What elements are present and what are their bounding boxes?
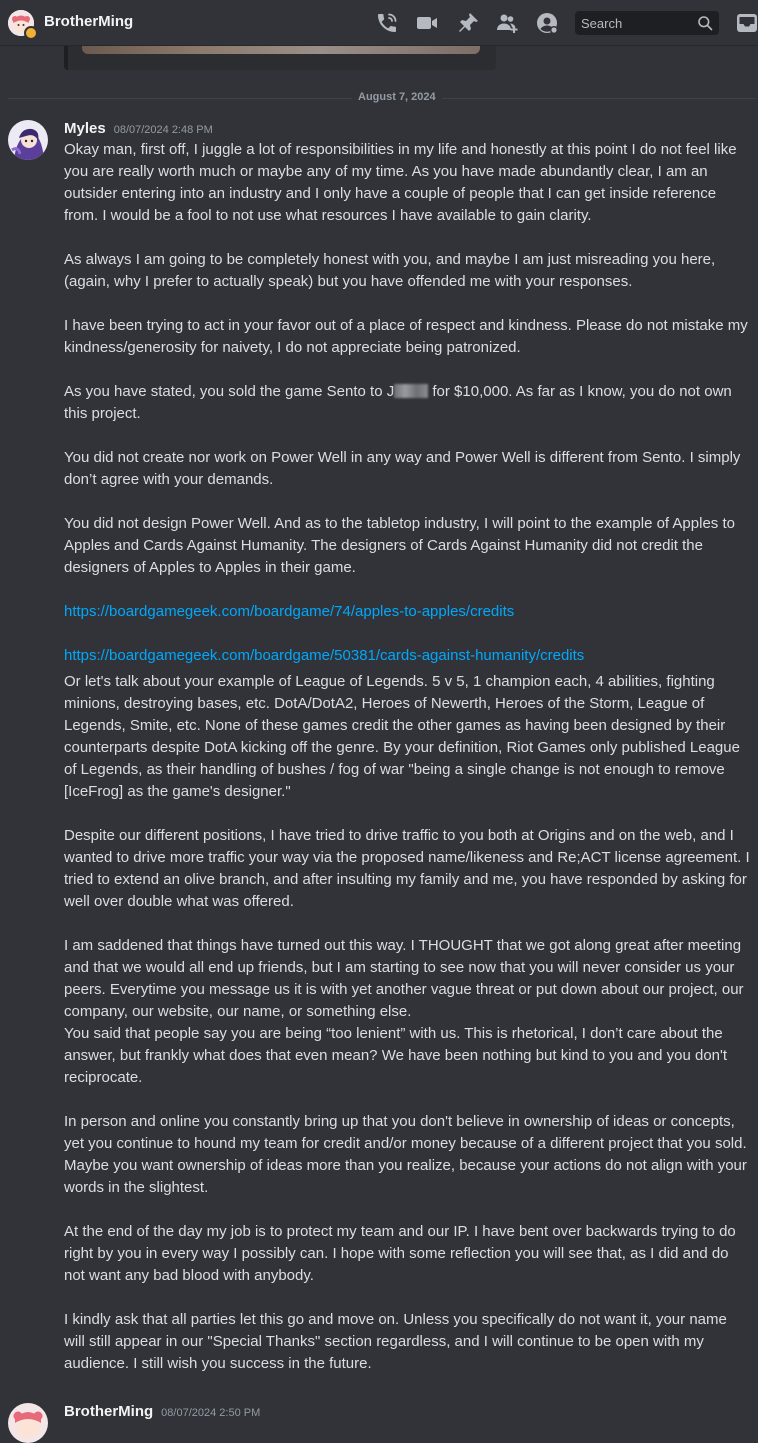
embed-image[interactable] [82,46,480,54]
message-paragraph: Okay man, first off, I juggle a lot of responsibilities in my life and honestly at this point I do not feel like you are really worth much or maybe any of my time. As you have made abundantly clear, I am an outsider entering into an industry and I only have a couple of people that I can get inside reference from. I would be a fool to not use what resources I have available to gain clarity. [64,141,737,224]
message-paragraph [64,381,750,425]
redacted-name [394,384,428,398]
idle-status-icon [24,26,38,40]
apples-to-apples-link[interactable]: https://boardgamegeek.com/boardgame/74/apples-to-apples/credits [64,603,515,620]
message-header [64,120,213,137]
cards-against-humanity-link[interactable]: https://boardgamegeek.com/boardgame/50381/cards-against-humanity/credits [64,647,585,664]
search-icon [697,15,713,31]
pin-icon[interactable] [456,11,480,35]
message-paragraph: At the end of the day my job is to protect my team and our IP. I have bent over backwards trying to do right by you in every way I possibly can. I hope with some reflection you will see that, as I did and do not want any bad blood with anybody. [64,1223,736,1284]
author-name[interactable]: Myles [64,120,106,137]
avatar[interactable] [8,120,48,160]
search-bar[interactable] [575,11,719,35]
message-paragraph: Or let's talk about your example of League of Legends. 5 v 5, 1 champion each, 4 abilities, fighting minions, destroying bases, etc. DotA/DotA2, Heroes of Newerth, Heroes of the Storm, League of Legends, Smite, etc. None of these games credit the other games as having been designed by their counterparts despite DotA kicking off the genre. By your definition, Riot Games only published League of Legends, as their handling of bushes / fog of war "being a single change is not enough to remove [IceFrog] as the game's designer." [64,673,740,800]
message-paragraph: I am saddened that things have turned out this way. I THOUGHT that we got along great after meeting and that we would all end up friends, but I am starting to see now that you will never consider us your peers. Everytime you message us it is with yet another vague threat or put down about our project, our company, our website, our name, or something else. [64,937,744,1020]
channel-title: BrotherMing [44,13,134,30]
message-paragraph: You did not design Power Well. And as to the tabletop industry, I will point to the example of Apples to Apples and Cards Against Humanity. The designers of Cards Against Humanity did not credit the designers of Apples to Apples in their game. [64,515,735,576]
message-timestamp: 08/07/2024 2:48 PM [113,124,213,136]
previous-embed [64,46,496,70]
message-timestamp: 08/07/2024 2:50 PM [161,1407,261,1419]
message-paragraph: I kindly ask that all parties let this go and move on. Unless you specifically do not want it, your name will still appear in our "Special Thanks" section regardless, and I will continue to be open with my audience. I still wish you success in the future. [64,1311,727,1372]
avatar[interactable] [8,1403,48,1443]
inbox-icon[interactable] [735,11,758,35]
video-call-icon[interactable] [415,11,439,35]
search-input[interactable] [581,11,693,35]
voice-call-icon[interactable] [375,11,399,35]
message-paragraph: In person and online you constantly bring up that you don't believe in ownership of ideas or concepts, yet you continue to hound my team for credit and/or money because of a different project that you sold. Maybe you want ownership of ideas more than you realize, because your actions do not align with your words in the slightest. [64,1113,747,1196]
date-divider-label: August 7, 2024 [352,91,442,103]
add-friends-icon[interactable] [495,11,519,35]
message-content [64,139,750,1375]
author-name[interactable]: BrotherMing [64,1403,154,1420]
message-text: As you have stated, you sold the game Sento to J [64,383,395,400]
message-paragraph: As always I am going to be completely honest with you, and maybe I am just misreading you here, (again, why I prefer to actually speak) but you have offended me with your responses. [64,251,716,290]
channel-header [0,0,758,46]
message-paragraph: You did not create nor work on Power Well in any way and Power Well is different from Sento. I simply don’t agree with your demands. [64,449,741,488]
message-paragraph: Despite our different positions, I have tried to drive traffic to you both at Origins and on the web, and I wanted to drive more traffic your way via the proposed name/likeness and Re;ACT license agreement. I tried to extend an olive branch, and after insulting my family and me, you have responded by asking for well over double what was offered. [64,827,750,910]
message-text: for $10,000. As far as I know, you do not own this project. [64,383,732,422]
user-profile-icon[interactable] [535,11,559,35]
message-paragraph: You said that people say you are being “too lenient” with us. This is rhetorical, I don’t care about the answer, but frankly what does that even mean? We have been nothing but kind to you and you don't reciprocate. [64,1025,728,1086]
message-paragraph: I have been trying to act in your favor out of a place of respect and kindness. Please do not mistake my kindness/generosity for naivety, I do not appreciate being patronized. [64,317,748,356]
message-header [64,1403,260,1420]
